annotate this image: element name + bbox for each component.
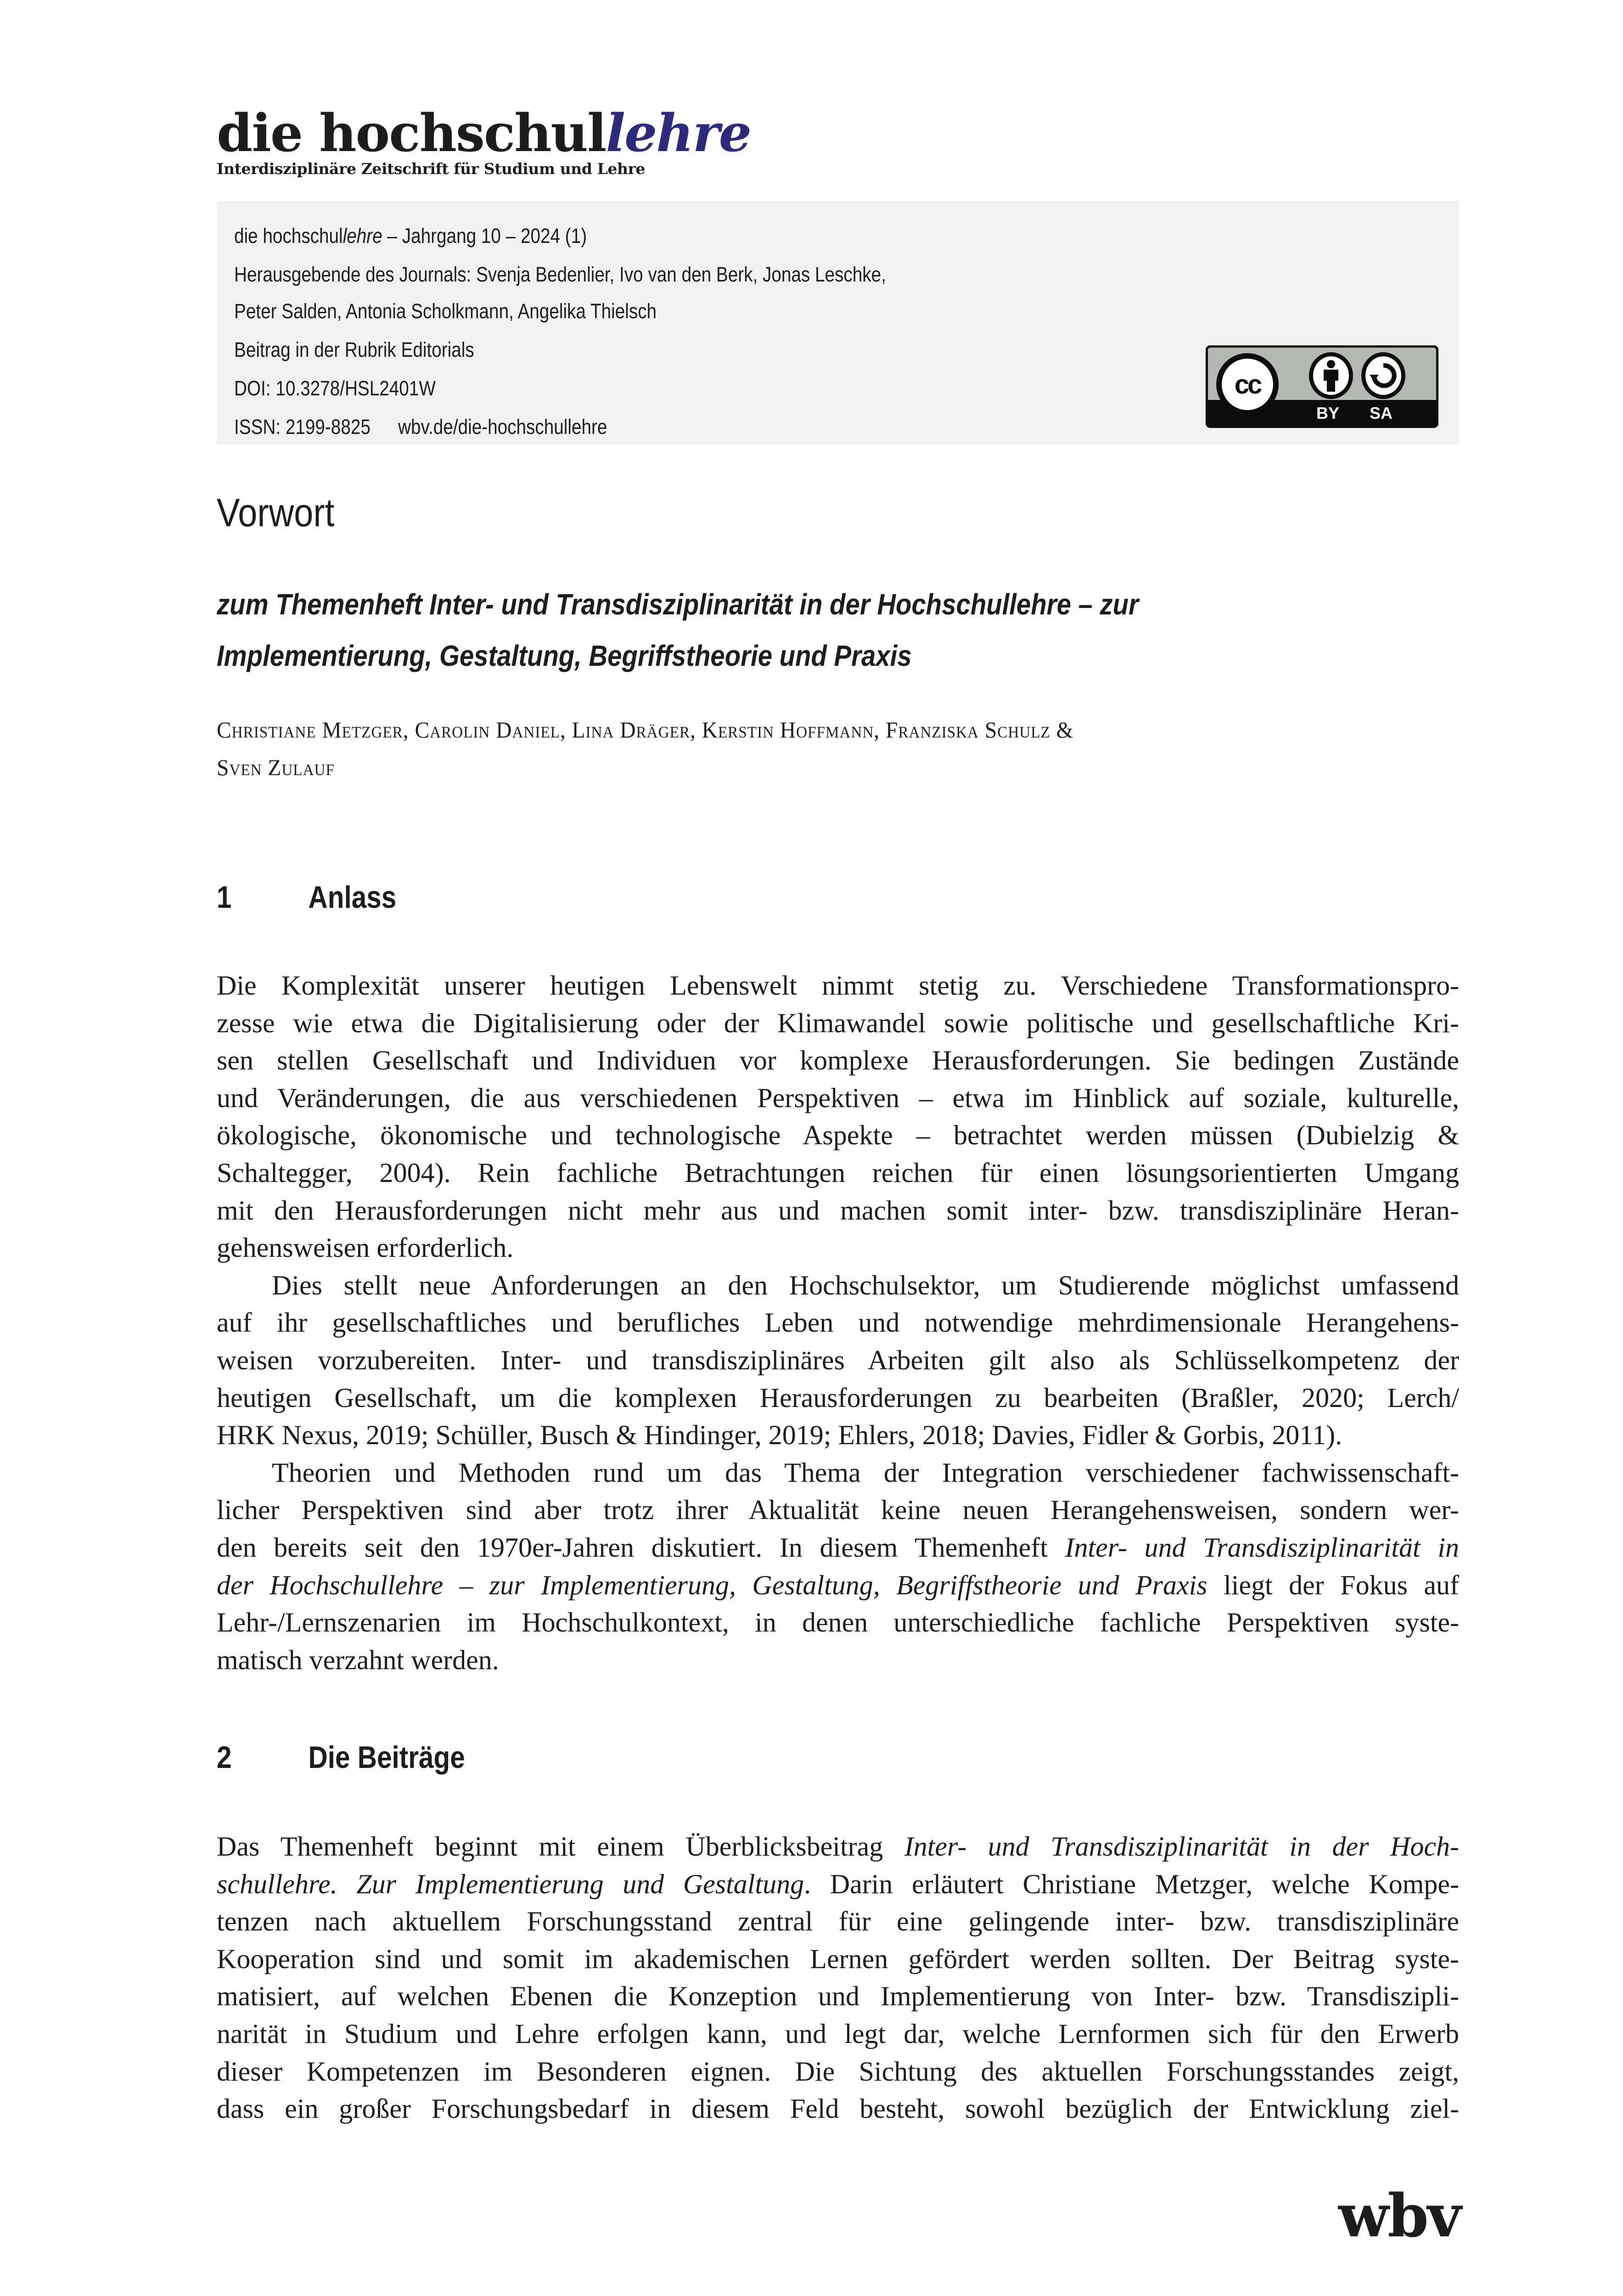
section-heading-anlass: [217, 879, 396, 915]
editors-line-2: Peter Salden, Antonia Scholkmann, Angelika Thielsch: [234, 299, 657, 323]
share-alike-icon: [1361, 352, 1405, 399]
section-title: Die Beiträge: [308, 1740, 465, 1775]
text-line: zesse wie etwa die Digitalisierung oder der Klimawandel sowie politische und gesellschaftliche Kri-: [217, 1007, 1459, 1038]
journal-masthead: [217, 103, 751, 178]
text-run: Das Themenheft beginnt mit einem Überblicksbeitrag: [217, 1831, 904, 1862]
text-line: dieser Kompetenzen im Besonderen eignen. Die Sichtung des aktuellen Forschungsstandes zeigt,: [217, 2056, 1459, 2087]
text-line: dass ein großer Forschungsbedarf in diesem Feld besteht, sowohl bezüglich der Entwicklung ziel-: [217, 2093, 1459, 2124]
text-line: narität in Studium und Lehre erfolgen kann, und legt dar, welche Lernformen sich für den Erwerb: [217, 2018, 1459, 2049]
text-line: [217, 1828, 1459, 1866]
text-line: mit den Herausforderungen nicht mehr aus und machen somit inter- bzw. transdisziplinäre Heran-: [217, 1195, 1459, 1226]
article-title: Vorwort: [217, 491, 335, 535]
text-line: Dies stellt neue Anforderungen an den Hochschulsektor, um Studierende möglichst umfassend: [272, 1270, 1459, 1300]
text-line: [217, 1866, 1459, 1903]
attribution-person-icon: [1309, 352, 1353, 399]
journal-name: die hochschul: [234, 224, 343, 248]
section-2-body: [217, 1828, 1459, 2128]
text-line: tenzen nach aktuellem Forschungsstand zentral für eine gelingende inter- bzw. transdisziplinäre: [217, 1906, 1459, 1937]
italic-article-title: schullehre. Zur Implementierung und Gestaltung: [217, 1868, 804, 1899]
text-run: . Darin erläutert Christiane Metzger, welche Kompe-: [804, 1868, 1460, 1899]
article-subtitle-line-2: Implementierung, Gestaltung, Begriffstheorie und Praxis: [217, 639, 912, 672]
journal-tagline: Interdisziplinäre Zeitschrift für Studium und Lehre: [217, 160, 646, 178]
text-line: [217, 1567, 1459, 1604]
journal-logo: [217, 103, 751, 163]
text-line: gehensweisen erforderlich.: [217, 1232, 514, 1263]
doi-line[interactable]: DOI: 10.3278/HSL2401W: [234, 377, 436, 400]
italic-article-title: Inter- und Transdisziplinarität in der Hoch-: [904, 1831, 1459, 1862]
cc-icon: cc: [1216, 353, 1279, 416]
text-line: matisiert, auf welchen Ebenen die Konzeption und Implementierung von Inter- bzw. Transdiszipli-: [217, 1981, 1459, 2012]
text-line: Kooperation sind und somit im akademischen Lernen gefördert werden sollten. Der Beitrag syste-: [217, 1943, 1459, 1974]
text-line: Lehr-/Lernszenarien im Hochschulkontext, in denen unterschiedliche fachliche Perspektiven syste-: [217, 1607, 1459, 1638]
text-line: Die Komplexität unserer heutigen Lebenswelt nimmt stetig zu. Verschiedene Transformationspro-: [217, 970, 1459, 1001]
author-list-line-2: Sven Zulauf: [217, 754, 335, 780]
journal-issue-line: [234, 218, 886, 254]
sa-label: SA: [1370, 404, 1393, 422]
italic-issue-title: Inter- und Transdisziplinarität in: [1065, 1532, 1459, 1563]
journal-logo-main: die hochschul: [217, 103, 606, 163]
section-heading-die-beitraege: [217, 1739, 465, 1775]
text-line: sen stellen Gesellschaft und Individuen vor komplexe Herausforderungen. Sie bedingen Zustände: [217, 1045, 1459, 1076]
text-line: Theorien und Methoden rund um das Thema der Integration verschiedener fachwissenschaft-: [272, 1457, 1459, 1488]
text-line: HRK Nexus, 2019; Schüller, Busch & Hindinger, 2019; Ehlers, 2018; Davies, Fidler & Gorbis, 2011).: [217, 1420, 1342, 1451]
wbv-publisher-logo: wbv: [1338, 2182, 1460, 2251]
text-line: Schaltegger, 2004). Rein fachliche Betrachtungen reichen für einen lösungsorientierten Umgang: [217, 1157, 1459, 1188]
section-title: Anlass: [308, 880, 397, 915]
journal-name-accent: lehre: [343, 224, 382, 248]
text-line: und Veränderungen, die aus verschiedenen Perspektiven – etwa im Hinblick auf soziale, kulturelle,: [217, 1082, 1459, 1113]
italic-issue-title: der Hochschullehre – zur Implementierung, Gestaltung, Begriffstheorie und Praxis: [217, 1570, 1207, 1600]
text-line: matisch verzahnt werden.: [217, 1644, 499, 1675]
journal-logo-accent: lehre: [606, 103, 751, 163]
editors-line-1: Herausgebende des Journals: Svenja Bedenlier, Ivo van den Berk, Jonas Leschke,: [234, 263, 886, 286]
cc-by-sa-license-badge[interactable]: [1206, 345, 1438, 428]
issue-info: – Jahrgang 10 – 2024 (1): [382, 224, 587, 248]
text-line: ökologische, ökonomische und technologische Aspekte – betrachtet werden müssen (Dubielzig &: [217, 1120, 1459, 1151]
text-line: licher Perspektiven sind aber trotz ihrer Aktualität keine neuen Herangehensweisen, sondern wer-: [217, 1495, 1459, 1525]
rubric-line: Beitrag in der Rubrik Editorials: [234, 338, 474, 361]
section-number: 1: [217, 880, 232, 915]
section-1-body: [217, 967, 1459, 1679]
journal-url-link[interactable]: wbv.de/die-hochschullehre: [398, 415, 607, 439]
issn-line: [234, 409, 886, 445]
text-run: den bereits seit den 1970er-Jahren diskutiert. In diesem Themenheft: [217, 1532, 1065, 1563]
article-subtitle-line-1: zum Themenheft Inter- und Transdisziplinarität in der Hochschullehre – zur: [217, 588, 1139, 621]
author-list-line-1: Christiane Metzger, Carolin Daniel, Lina Dräger, Kerstin Hoffmann, Franziska Schulz &: [217, 717, 1074, 743]
text-line: heutigen Gesellschaft, um die komplexen Herausforderungen zu bearbeiten (Braßler, 2020; Lerch/: [217, 1382, 1459, 1413]
text-line: weisen vorzubereiten. Inter- und transdisziplinäres Arbeiten gilt also als Schlüsselkompetenz der: [217, 1345, 1459, 1375]
section-number: 2: [217, 1740, 232, 1775]
text-run: liegt der Fokus auf: [1207, 1570, 1459, 1600]
author-list: [217, 711, 1074, 786]
issn: ISSN: 2199-8825: [234, 415, 371, 439]
text-line: [217, 1529, 1459, 1567]
by-label: BY: [1316, 404, 1340, 422]
text-line: auf ihr gesellschaftliches und berufliches Leben und notwendige mehrdimensionale Herangehens-: [217, 1307, 1459, 1338]
article-subtitle: [217, 579, 1139, 681]
